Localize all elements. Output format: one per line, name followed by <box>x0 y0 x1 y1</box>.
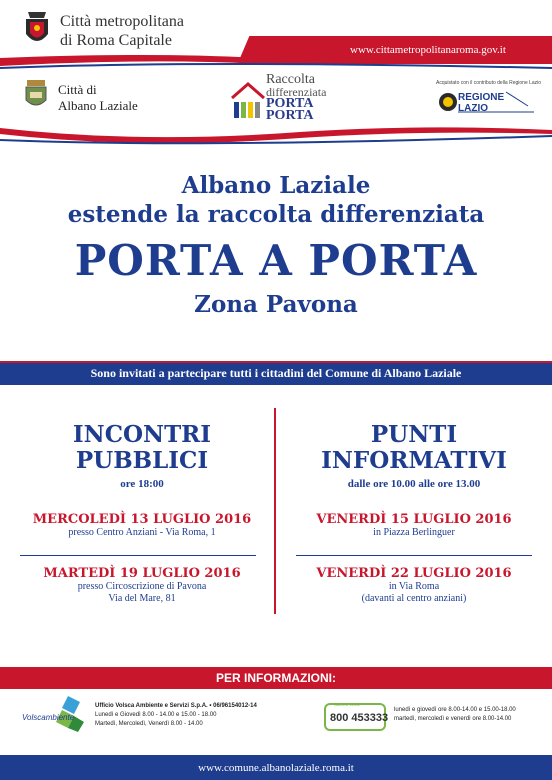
volsca-hours-1: Lunedì e Giovedì 8.00 - 14.00 e 15.00 - 18.00 <box>95 712 217 718</box>
pap-line3: PORTA <box>266 96 314 111</box>
phone-hours <box>394 706 516 724</box>
metro-rome-title <box>60 12 184 50</box>
albano-crest-icon <box>24 80 48 110</box>
punti-title <box>288 422 540 490</box>
phone-hours-1: lunedì e giovedì ore 8.00-14.00 e 15.00-18.00 <box>394 707 516 713</box>
volsca-company: Ufficio Volsca Ambiente e Servizi S.p.A. • 06/96154012-14 <box>95 703 257 709</box>
incontri-event-2-address: Via del Mare, 81 <box>108 593 176 604</box>
volsca-contact <box>95 702 257 729</box>
info-title: PER INFORMAZIONI: <box>216 671 336 685</box>
headline-extends: estende la raccolta differenziata <box>67 201 485 228</box>
porta-a-porta-wordmark <box>266 74 326 122</box>
punti-title-line2: INFORMATIVI <box>321 447 507 474</box>
volsca-hours-2: Martedì, Mercoledì, Venerdì 8.00 - 14.00 <box>95 721 203 727</box>
footer-url[interactable]: www.comune.albanolaziale.roma.it <box>198 762 354 774</box>
incontri-title-line2: PUBBLICI <box>75 447 209 474</box>
incontri-separator <box>20 555 256 556</box>
lazio-line2: LAZIO <box>458 103 488 114</box>
headline-city: Albano Laziale <box>181 172 371 199</box>
incontri-title <box>16 422 268 490</box>
albano-city-line1: Città di <box>58 82 97 97</box>
header-url[interactable]: www.cittametropolitanaroma.gov.it <box>350 44 506 56</box>
column-divider <box>274 408 276 614</box>
incontri-event-1 <box>16 512 268 539</box>
punti-title-line1: PUNTI <box>370 421 458 448</box>
regione-lazio-wordmark <box>458 92 504 114</box>
lazio-caption: Acquistato con il contributo della Regione Lazio <box>436 80 542 86</box>
albano-city-line2: Albano Laziale <box>58 98 138 113</box>
punti-separator <box>296 555 532 556</box>
metro-rome-title-line2: di Roma Capitale <box>60 32 172 49</box>
punti-event-2 <box>288 566 540 605</box>
numero-verde-caption: Numero Verde <box>334 702 360 707</box>
punti-event-2-date: VENERDÌ 22 LUGLIO 2016 <box>316 566 512 581</box>
headline-porta-a-porta: PORTA A PORTA <box>74 236 478 285</box>
lazio-line1: REGIONE <box>458 92 505 103</box>
phone-number[interactable]: 800 453333 <box>330 712 389 724</box>
albano-city-name <box>58 82 138 114</box>
header-bottom-stripes <box>0 118 552 148</box>
metro-rome-title-line1: Città metropolitana <box>60 13 184 30</box>
incontri-event-2-place: presso Circoscrizione di Pavona <box>77 581 207 592</box>
headline-zone: Zona Pavona <box>194 291 358 318</box>
punti-event-1-place: in Piazza Berlinguer <box>373 527 455 538</box>
incontri-title-line1: INCONTRI <box>72 421 212 448</box>
metro-rome-crest <box>22 10 52 50</box>
punti-event-2-note: (davanti al centro anziani) <box>361 593 467 604</box>
punti-event-1-date: VENERDÌ 15 LUGLIO 2016 <box>316 512 512 527</box>
incontri-time: ore 18:00 <box>120 478 164 490</box>
pap-line1: Raccolta <box>266 72 315 87</box>
incontri-event-2 <box>16 566 268 605</box>
incontri-event-1-place: presso Centro Anziani - Via Roma, 1 <box>68 527 216 538</box>
punti-time: dalle ore 10.00 alle ore 13.00 <box>347 478 481 490</box>
volscambiente-name: Volscambiente <box>22 713 75 722</box>
incontri-event-1-date: MERCOLEDÌ 13 LUGLIO 2016 <box>32 512 252 527</box>
punti-event-2-place: in Via Roma <box>388 581 440 592</box>
pap-line2: differenziata <box>266 85 327 99</box>
punti-event-1 <box>288 512 540 539</box>
phone-hours-2: martedì, mercoledì e venerdì ore 8.00-14.00 <box>394 716 512 722</box>
pap-line4: PORTA <box>266 108 314 123</box>
porta-a-porta-logo <box>228 80 268 122</box>
incontri-event-2-date: MARTEDÌ 19 LUGLIO 2016 <box>43 566 241 581</box>
invite-text: Sono invitati a partecipare tutti i cittadini del Comune di Albano Laziale <box>90 366 462 380</box>
